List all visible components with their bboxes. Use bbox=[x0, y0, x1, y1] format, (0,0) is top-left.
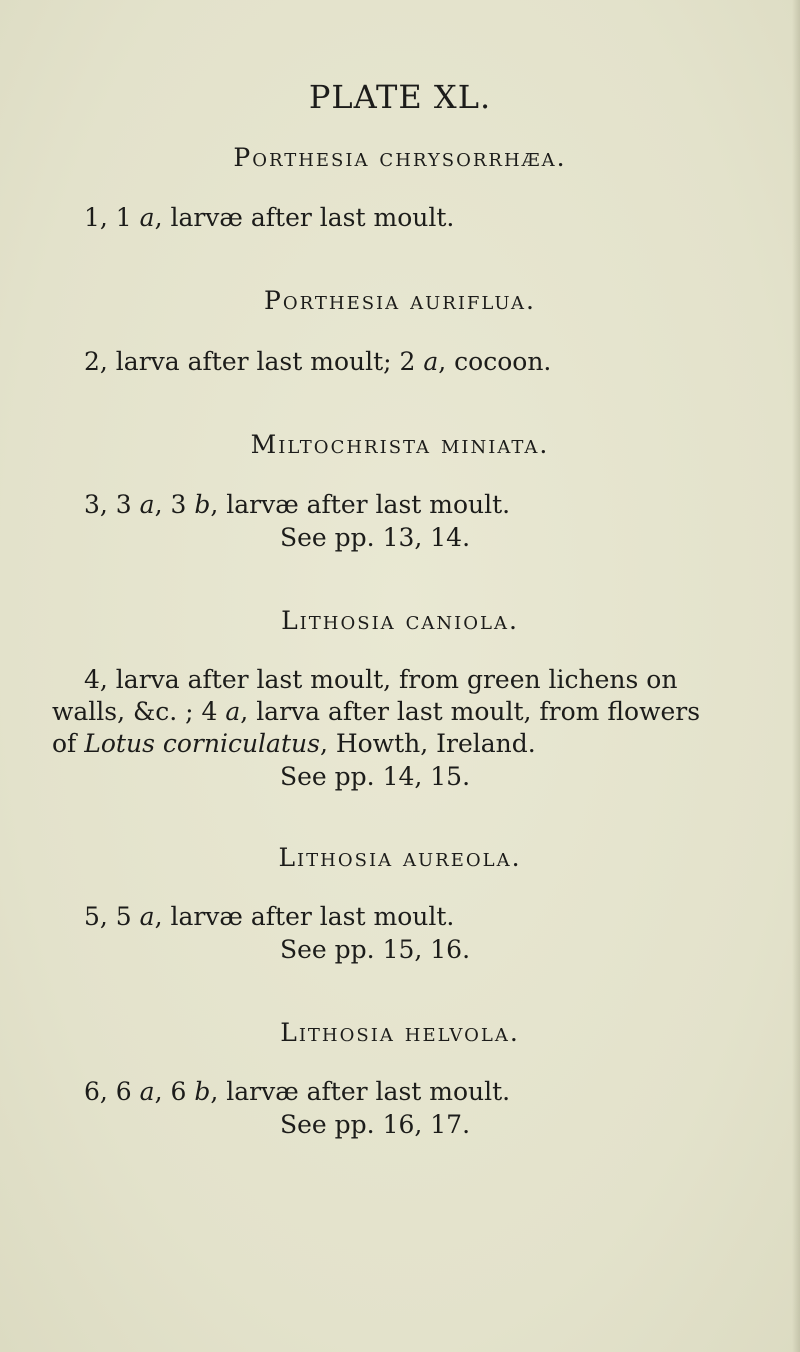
plate-entry-4-line-1: 4, larva after last moult, from green lichens on bbox=[84, 665, 678, 694]
section-heading-porthesia-auriflua: Porthesia auriflua. bbox=[264, 286, 536, 315]
page-reference-4: See pp. 14, 15. bbox=[280, 762, 471, 791]
plate-entry-6: 6, 6 a, 6 b, larvæ after last moult. bbox=[84, 1077, 511, 1106]
page-reference-6: See pp. 16, 17. bbox=[280, 1110, 471, 1139]
page-reference-5: See pp. 15, 16. bbox=[280, 935, 471, 964]
plate-entry-1: 1, 1 a, larvæ after last moult. bbox=[84, 203, 455, 232]
section-heading-lithosia-caniola: Lithosia caniola. bbox=[281, 606, 519, 635]
plate-entry-4-line-3: of Lotus corniculatus, Howth, Ireland. bbox=[52, 729, 536, 758]
section-heading-miltochrista-miniata: Miltochrista miniata. bbox=[250, 430, 550, 459]
section-heading-lithosia-helvola: Lithosia helvola. bbox=[280, 1018, 520, 1047]
plate-entry-4 bbox=[52, 664, 742, 760]
plate-title: PLATE XL. bbox=[308, 78, 492, 116]
page-reference-3: See pp. 13, 14. bbox=[280, 523, 471, 552]
plate-entry-4-line-2: walls, &c. ; 4 a, larva after last moult, from flowers bbox=[52, 697, 701, 726]
plate-entry-2: 2, larva after last moult; 2 a, cocoon. bbox=[84, 347, 552, 376]
section-heading-lithosia-aureola: Lithosia aureola. bbox=[278, 843, 522, 872]
page-edge-shadow bbox=[792, 0, 800, 1352]
plate-entry-3: 3, 3 a, 3 b, larvæ after last moult. bbox=[84, 490, 511, 519]
plate-entry-5: 5, 5 a, larvæ after last moult. bbox=[84, 902, 455, 931]
section-heading-porthesia-chrysorrhaea: Porthesia chrysorrhæa. bbox=[233, 143, 567, 172]
